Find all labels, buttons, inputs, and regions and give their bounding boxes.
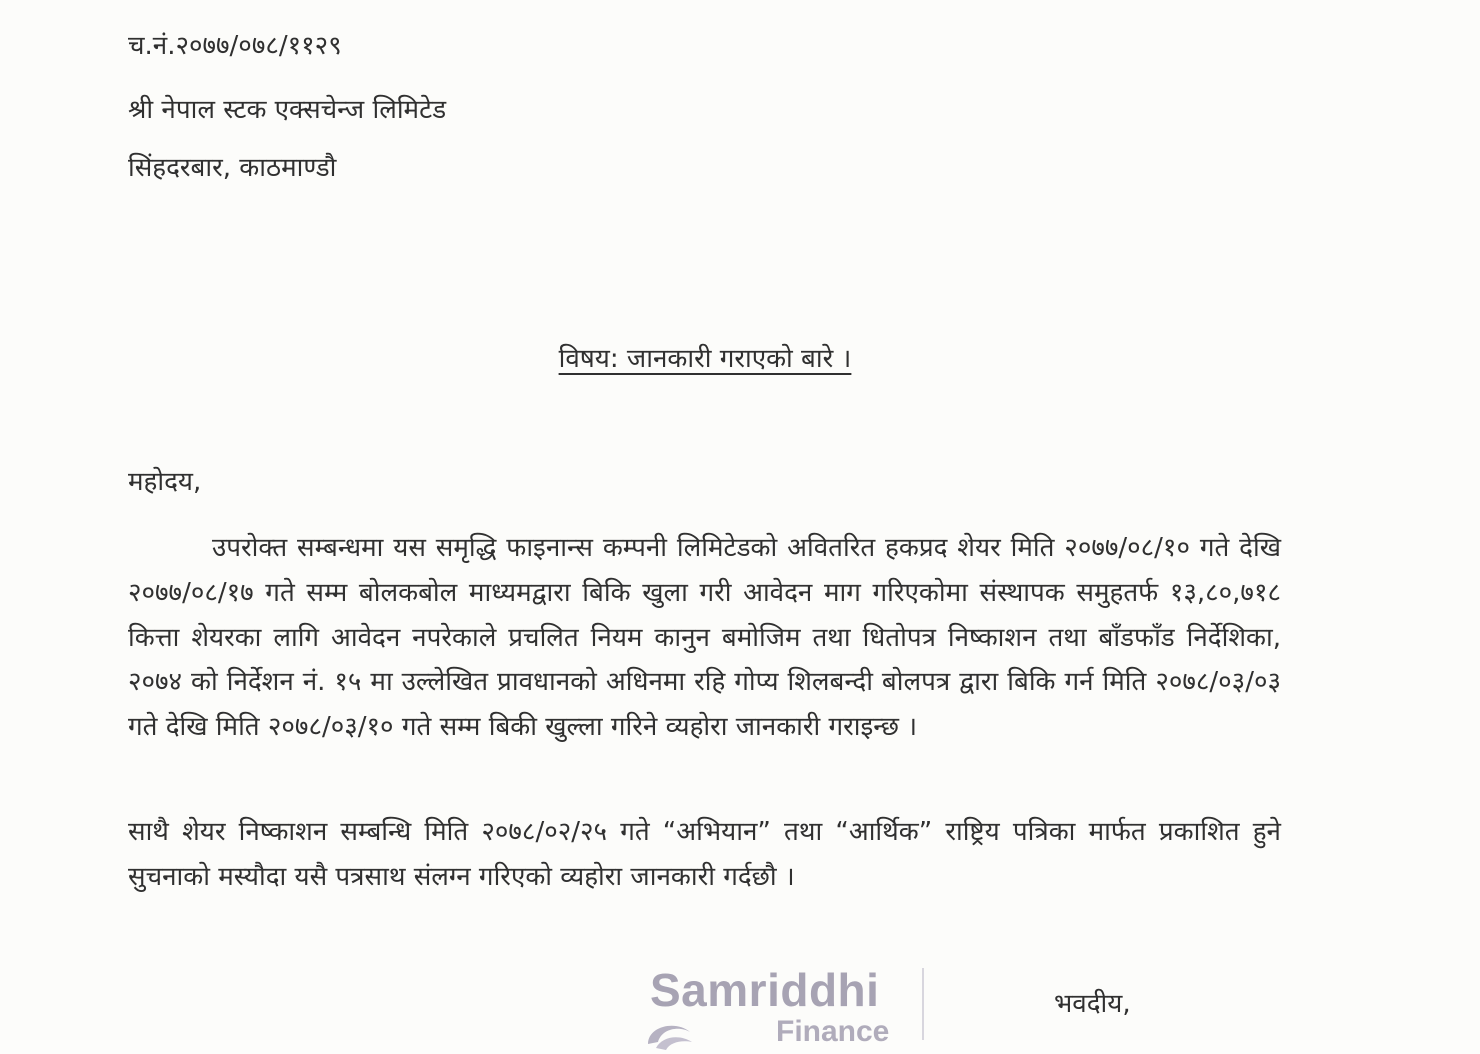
body-paragraph-1: उपरोक्त सम्बन्धमा यस समृद्धि फाइनान्स कम्पनी लिमिटेडको अवितरित हकप्रद शेयर मिति २०७७/०८/१० गते देखि २०७७/०८/१७ गते सम्म बोलकबोल माध्यमद्वारा बिकि खुला गरी आवेदन माग गरिएकोमा संस्थापक समुहतर्फ १३,८०,७१८ कित्ता शेयरका लागि आवेदन नपरेकाले प्रचलित नियम कानुन बमोजिम तथा धितोपत्र निष्काशन तथा बाँडफाँड निर्देशिका, २०७४ को निर्देशन नं. १५ मा उल्लेखित प्रावधानको अधिनमा रहि गोप्य शिलबन्दी बोलपत्र द्वारा बिकि गर्न मिति २०७८/०३/०३ गते देखि मिति २०७८/०३/१० गते सम्म बिकी खुल्ला गरिने व्यहोरा जानकारी गराइन्छ । [128,533,1281,743]
salutation: महोदय, [128,467,202,497]
subject-line [0,342,1410,376]
recipient-address: सिंहदरबार, काठमाण्डौ [128,153,337,183]
recipient-name: श्री नेपाल स्टक एक्सचेन्ज लिमिटेड [128,95,447,125]
logo-divider [922,968,924,1040]
company-logo [640,962,930,1048]
swirl-logo-icon [640,1014,700,1054]
logo-name: Samriddhi [650,964,880,1016]
logo-subtitle: Finance [776,1015,890,1048]
closing: भवदीय, [1054,989,1131,1019]
subject-text: विषय: जानकारी गराएको बारे । [558,344,852,374]
body-paragraph-2: साथै शेयर निष्काशन सम्बन्धि मिति २०७८/०२/२५ गते “अभियान” तथा “आर्थिक” राष्ट्रिय पत्रिका मार्फत प्रकाशित हुने सुचनाको मस्यौदा यसै पत्रसाथ संलग्न गरिएको व्यहोरा जानकारी गर्दछौ । [128,817,1281,892]
reference-number: च.नं.२०७७/०७८/११२९ [128,31,342,61]
